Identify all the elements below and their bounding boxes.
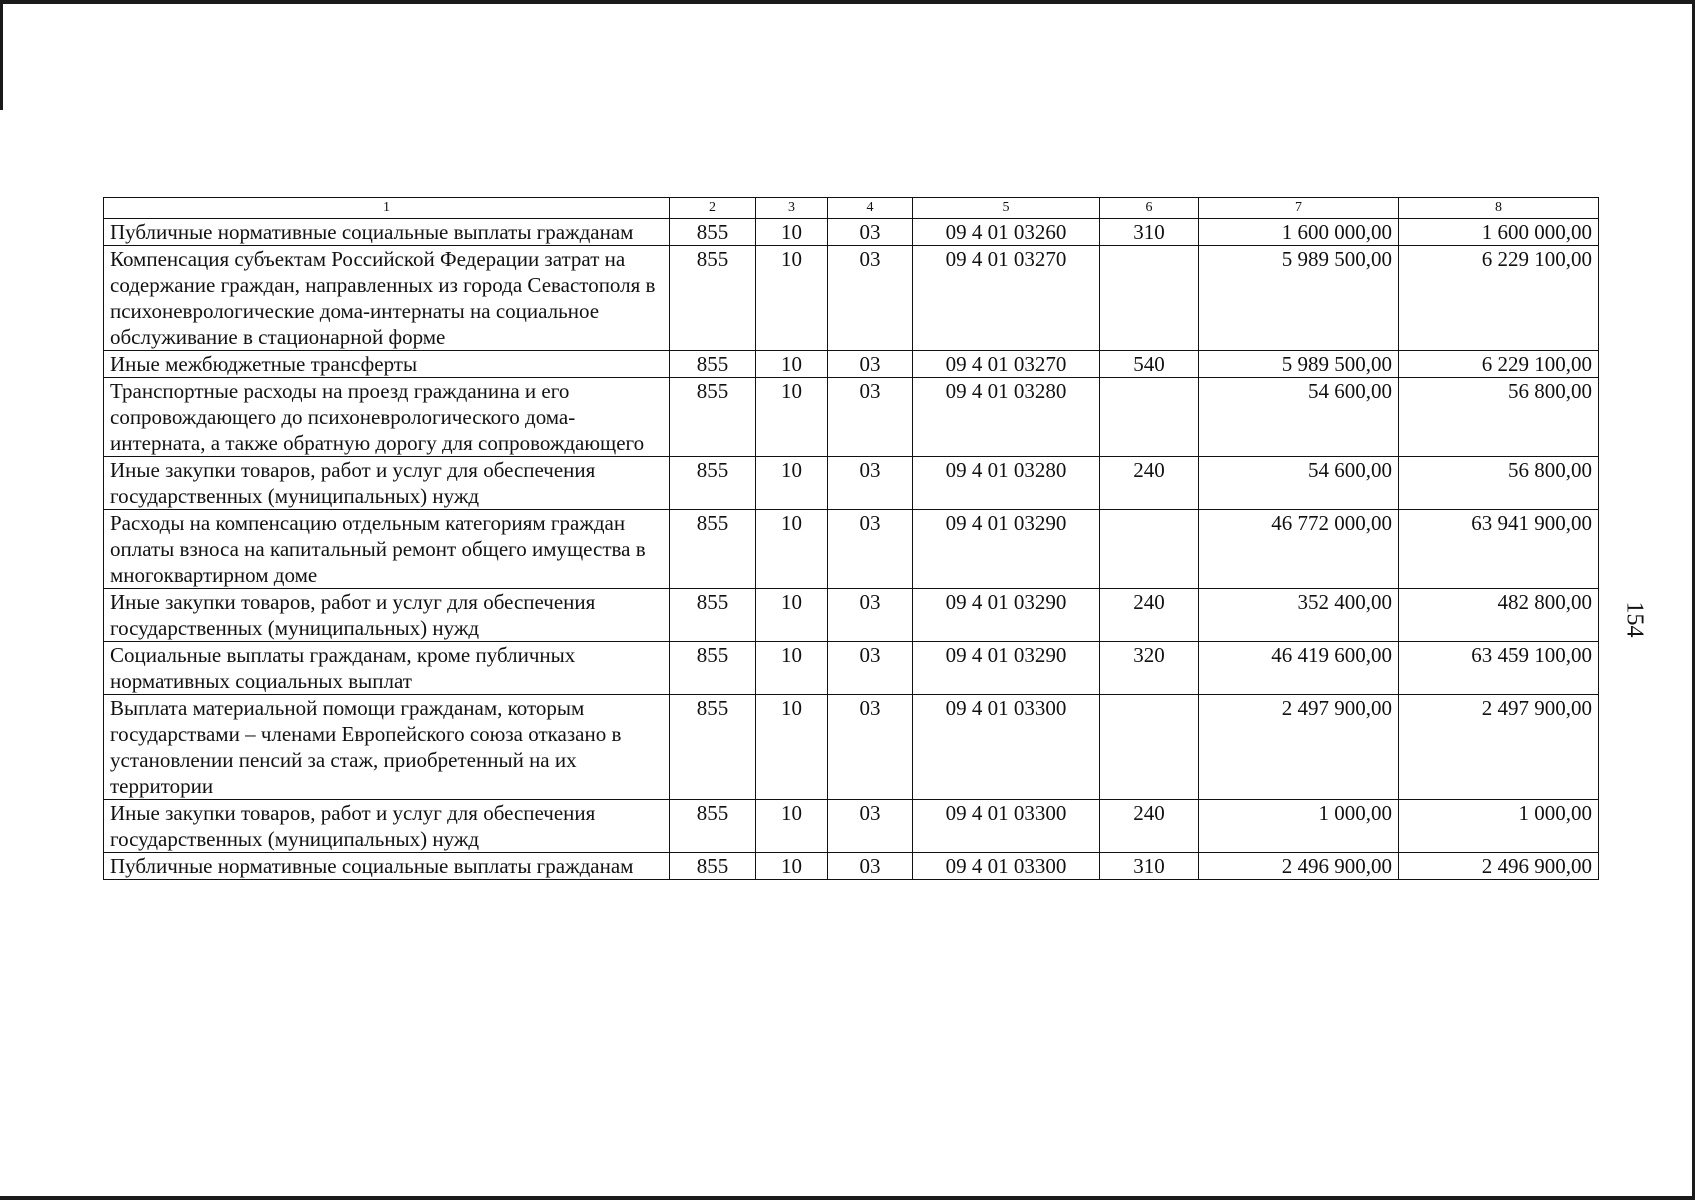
row-col8: 56 800,00 xyxy=(1399,378,1599,457)
row-col5: 09 4 01 03260 xyxy=(913,219,1100,246)
row-col7: 46 772 000,00 xyxy=(1199,510,1399,589)
row-col7: 5 989 500,00 xyxy=(1199,246,1399,351)
table-row xyxy=(104,642,1599,695)
header-cell: 5 xyxy=(913,198,1100,219)
row-col5: 09 4 01 03290 xyxy=(913,510,1100,589)
row-col8: 6 229 100,00 xyxy=(1399,351,1599,378)
row-col4: 03 xyxy=(828,800,913,853)
row-col5: 09 4 01 03270 xyxy=(913,246,1100,351)
table-row xyxy=(104,378,1599,457)
row-col8: 63 941 900,00 xyxy=(1399,510,1599,589)
row-col8: 63 459 100,00 xyxy=(1399,642,1599,695)
header-cell: 8 xyxy=(1399,198,1599,219)
table-row xyxy=(104,351,1599,378)
table-row xyxy=(104,853,1599,880)
row-col4: 03 xyxy=(828,246,913,351)
row-col3: 10 xyxy=(756,246,828,351)
table-row xyxy=(104,510,1599,589)
row-col3: 10 xyxy=(756,642,828,695)
row-col6 xyxy=(1100,695,1199,800)
row-col6: 240 xyxy=(1100,457,1199,510)
row-description: Иные закупки товаров, работ и услуг для обеспечения государственных (муниципальных) нужд xyxy=(104,800,670,853)
row-col5: 09 4 01 03290 xyxy=(913,589,1100,642)
row-col2: 855 xyxy=(670,351,756,378)
row-col8: 2 496 900,00 xyxy=(1399,853,1599,880)
row-col7: 54 600,00 xyxy=(1199,378,1399,457)
row-col7: 1 600 000,00 xyxy=(1199,219,1399,246)
row-col2: 855 xyxy=(670,589,756,642)
row-col7: 2 497 900,00 xyxy=(1199,695,1399,800)
scan-edge-bottom xyxy=(0,1196,1695,1200)
row-col3: 10 xyxy=(756,853,828,880)
table-row xyxy=(104,246,1599,351)
header-cell: 3 xyxy=(756,198,828,219)
row-col8: 1 600 000,00 xyxy=(1399,219,1599,246)
row-col3: 10 xyxy=(756,351,828,378)
row-col5: 09 4 01 03270 xyxy=(913,351,1100,378)
row-col2: 855 xyxy=(670,642,756,695)
row-col2: 855 xyxy=(670,457,756,510)
row-description: Публичные нормативные социальные выплаты гражданам xyxy=(104,219,670,246)
row-description: Компенсация субъектам Российской Федерации затрат на содержание граждан, направленных из города Севастополя в психоневрологические дома-интернаты на социальное обслуживание в стационарной форме xyxy=(104,246,670,351)
row-col8: 56 800,00 xyxy=(1399,457,1599,510)
row-col4: 03 xyxy=(828,695,913,800)
row-description: Расходы на компенсацию отдельным категориям граждан оплаты взноса на капитальный ремонт общего имущества в многоквартирном доме xyxy=(104,510,670,589)
row-col3: 10 xyxy=(756,457,828,510)
table-row xyxy=(104,695,1599,800)
row-col6: 240 xyxy=(1100,800,1199,853)
row-col6: 310 xyxy=(1100,853,1199,880)
row-col4: 03 xyxy=(828,853,913,880)
row-col4: 03 xyxy=(828,457,913,510)
row-col8: 1 000,00 xyxy=(1399,800,1599,853)
row-description: Выплата материальной помощи гражданам, которым государствами – членами Европейского союза отказано в установлении пенсий за стаж, приобретенный на их территории xyxy=(104,695,670,800)
header-cell: 1 xyxy=(104,198,670,219)
row-col8: 2 497 900,00 xyxy=(1399,695,1599,800)
row-col7: 2 496 900,00 xyxy=(1199,853,1399,880)
row-col7: 1 000,00 xyxy=(1199,800,1399,853)
row-col6 xyxy=(1100,246,1199,351)
row-col8: 6 229 100,00 xyxy=(1399,246,1599,351)
row-col6 xyxy=(1100,510,1199,589)
row-col7: 352 400,00 xyxy=(1199,589,1399,642)
row-description: Публичные нормативные социальные выплаты гражданам xyxy=(104,853,670,880)
row-col2: 855 xyxy=(670,246,756,351)
row-col3: 10 xyxy=(756,589,828,642)
row-description: Иные закупки товаров, работ и услуг для обеспечения государственных (муниципальных) нужд xyxy=(104,589,670,642)
header-cell: 7 xyxy=(1199,198,1399,219)
row-col2: 855 xyxy=(670,219,756,246)
row-col2: 855 xyxy=(670,378,756,457)
row-col4: 03 xyxy=(828,510,913,589)
budget-table xyxy=(103,197,1599,880)
row-col8: 482 800,00 xyxy=(1399,589,1599,642)
row-col3: 10 xyxy=(756,219,828,246)
row-col6: 310 xyxy=(1100,219,1199,246)
table-row xyxy=(104,219,1599,246)
row-description: Иные межбюджетные трансферты xyxy=(104,351,670,378)
table-row xyxy=(104,589,1599,642)
row-col4: 03 xyxy=(828,642,913,695)
row-col7: 46 419 600,00 xyxy=(1199,642,1399,695)
row-col5: 09 4 01 03300 xyxy=(913,800,1100,853)
header-cell: 2 xyxy=(670,198,756,219)
row-description: Иные закупки товаров, работ и услуг для обеспечения государственных (муниципальных) нужд xyxy=(104,457,670,510)
row-col2: 855 xyxy=(670,853,756,880)
row-col5: 09 4 01 03280 xyxy=(913,378,1100,457)
row-col5: 09 4 01 03300 xyxy=(913,695,1100,800)
row-col4: 03 xyxy=(828,378,913,457)
row-description: Социальные выплаты гражданам, кроме публичных нормативных социальных выплат xyxy=(104,642,670,695)
row-col3: 10 xyxy=(756,800,828,853)
row-col2: 855 xyxy=(670,800,756,853)
scan-edge-top xyxy=(0,0,1695,4)
row-col5: 09 4 01 03300 xyxy=(913,853,1100,880)
row-col3: 10 xyxy=(756,510,828,589)
row-col2: 855 xyxy=(670,695,756,800)
row-col5: 09 4 01 03290 xyxy=(913,642,1100,695)
row-col4: 03 xyxy=(828,219,913,246)
header-cell: 4 xyxy=(828,198,913,219)
row-col4: 03 xyxy=(828,351,913,378)
row-col6: 240 xyxy=(1100,589,1199,642)
row-col4: 03 xyxy=(828,589,913,642)
row-col5: 09 4 01 03280 xyxy=(913,457,1100,510)
row-col2: 855 xyxy=(670,510,756,589)
row-col6: 320 xyxy=(1100,642,1199,695)
row-col7: 5 989 500,00 xyxy=(1199,351,1399,378)
row-col3: 10 xyxy=(756,378,828,457)
row-col6: 540 xyxy=(1100,351,1199,378)
row-col3: 10 xyxy=(756,695,828,800)
table-row xyxy=(104,800,1599,853)
header-cell: 6 xyxy=(1100,198,1199,219)
row-col7: 54 600,00 xyxy=(1199,457,1399,510)
row-col6 xyxy=(1100,378,1199,457)
scan-edge-left xyxy=(0,0,3,110)
header-row xyxy=(104,198,1599,219)
row-description: Транспортные расходы на проезд гражданина и его сопровождающего до психоневрологического дома-интерната, а также обратную дорогу для сопровождающего xyxy=(104,378,670,457)
table-row xyxy=(104,457,1599,510)
page-number: 154 xyxy=(1621,601,1648,638)
